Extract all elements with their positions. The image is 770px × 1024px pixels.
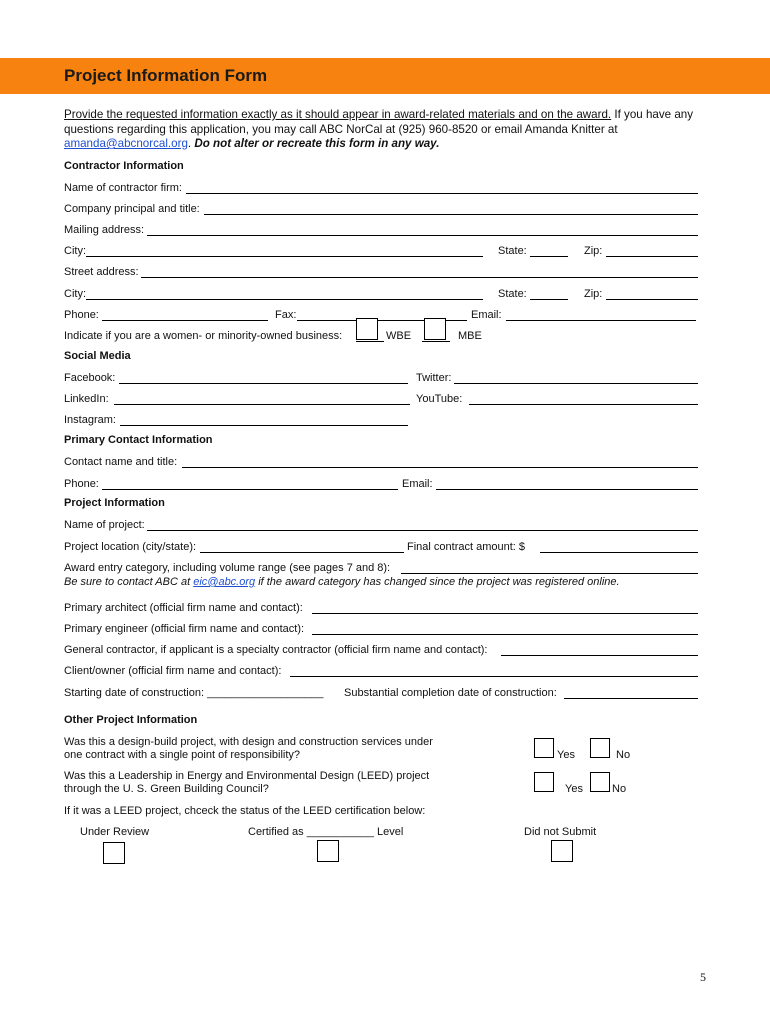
award-category-field[interactable]	[401, 573, 698, 574]
project-location-field[interactable]	[200, 552, 404, 553]
city-row-1	[64, 244, 698, 258]
phone-field[interactable]	[102, 320, 268, 321]
linkedin-field[interactable]	[114, 404, 410, 405]
street-field[interactable]	[141, 277, 698, 278]
phone-label: Phone:	[64, 309, 99, 321]
wbe-label: WBE	[386, 330, 412, 342]
mailing-row	[64, 223, 698, 237]
q1-line1: Was this a design-build project, with design and construction services under	[64, 736, 433, 748]
twitter-field[interactable]	[454, 383, 698, 384]
dates-row	[64, 686, 698, 700]
state-field[interactable]	[530, 256, 568, 257]
youtube-label: YouTube:	[416, 393, 463, 405]
architect-label: Primary architect (official firm name and contact):	[64, 602, 303, 614]
contact-name-row	[64, 455, 698, 469]
contractor-heading: Contractor Information	[64, 160, 184, 172]
contact-heading: Primary Contact Information	[64, 434, 213, 446]
principal-label: Company principal and title:	[64, 203, 200, 215]
email-label: Email:	[471, 309, 502, 321]
award-category-label: Award entry category, including volume range (see pages 7 and 8):	[64, 562, 391, 574]
completion-date-field[interactable]	[564, 698, 698, 699]
client-field[interactable]	[290, 676, 698, 677]
youtube-field[interactable]	[469, 404, 698, 405]
certified-checkbox[interactable]	[317, 840, 339, 862]
wbe-checkbox[interactable]	[356, 318, 378, 340]
instagram-row	[64, 413, 698, 427]
zip-label: Zip:	[584, 245, 603, 257]
intro-underlined: Provide the requested information exactly as it should appear in award-related materials and on the award.	[64, 108, 612, 121]
eic-email-link[interactable]: eic@abc.org	[193, 576, 256, 588]
mbe-label: MBE	[458, 330, 482, 342]
q1-line2: one contract with a single point of responsibility?	[64, 749, 301, 761]
final-amount-field[interactable]	[540, 552, 698, 553]
engineer-label: Primary engineer (official firm name and contact):	[64, 623, 305, 635]
firm-name-label: Name of contractor firm:	[64, 182, 182, 194]
design-build-no-checkbox[interactable]	[590, 738, 610, 758]
intro-warning: Do not alter or recreate this form in any way.	[194, 137, 440, 150]
page-number: 5	[700, 970, 706, 984]
project-name-label: Name of project:	[64, 519, 145, 531]
did-not-submit-label: Did not Submit	[524, 826, 597, 838]
principal-field[interactable]	[204, 214, 698, 215]
general-contractor-row	[64, 643, 698, 657]
intro-text: If you have any questions regarding this application, you may call ABC NorCal at (925) 960-8520 or email Amanda Knitter at	[64, 108, 694, 136]
completion-date-label: Substantial completion date of construction:	[344, 687, 557, 699]
other-heading: Other Project Information	[64, 714, 198, 726]
facebook-twitter-row	[64, 371, 698, 385]
client-label: Client/owner (official firm name and contact):	[64, 665, 282, 677]
general-contractor-field[interactable]	[501, 655, 698, 656]
category-note-text: Be sure to contact ABC at	[64, 576, 194, 588]
design-build-yes-label: Yes	[557, 749, 575, 761]
project-location-row	[64, 540, 698, 554]
architect-field[interactable]	[312, 613, 698, 614]
engineer-field[interactable]	[312, 634, 698, 635]
form-title: Project Information Form	[64, 66, 268, 85]
final-amount-label: Final contract amount: $	[407, 541, 526, 553]
mbe-underline	[422, 341, 450, 342]
mbe-checkbox[interactable]	[424, 318, 446, 340]
leed-no-label: No	[612, 783, 627, 795]
facebook-label: Facebook:	[64, 372, 116, 384]
city-field[interactable]	[86, 299, 483, 300]
contact-name-label: Contact name and title:	[64, 456, 178, 468]
under-review-label: Under Review	[80, 826, 150, 838]
contact-phone-field[interactable]	[102, 489, 398, 490]
leed-status-prompt: If it was a LEED project, chceck the status of the LEED certification below:	[64, 805, 426, 817]
instagram-field[interactable]	[120, 425, 408, 426]
contact-phone-label: Phone:	[64, 478, 99, 490]
twitter-label: Twitter:	[416, 372, 452, 384]
zip-field[interactable]	[606, 256, 698, 257]
city-field[interactable]	[86, 256, 483, 257]
state-label: State:	[498, 288, 527, 300]
contact-name-field[interactable]	[182, 467, 698, 468]
intro-paragraph	[64, 108, 714, 152]
contact-email-label: Email:	[402, 478, 433, 490]
design-build-yes-checkbox[interactable]	[534, 738, 554, 758]
design-build-no-label: No	[616, 749, 631, 761]
contact-email-field[interactable]	[436, 489, 698, 490]
city-row-2	[64, 287, 698, 301]
firm-name-field[interactable]	[186, 193, 698, 194]
category-note	[64, 575, 620, 589]
city-label: City:	[64, 245, 86, 257]
zip-label: Zip:	[584, 288, 603, 300]
q2-line1: Was this a Leadership in Energy and Environmental Design (LEED) project	[64, 770, 430, 782]
mailing-label: Mailing address:	[64, 224, 145, 236]
contact-phone-email-row	[64, 477, 698, 491]
architect-row	[64, 601, 698, 615]
project-heading: Project Information	[64, 497, 165, 509]
state-label: State:	[498, 245, 527, 257]
wbe-underline	[356, 341, 384, 342]
leed-yes-checkbox[interactable]	[534, 772, 554, 792]
category-note-text-end: if the award category has changed since the project was registered online.	[255, 576, 620, 588]
certified-label: Certified as ___________ Level	[248, 826, 404, 838]
wmbe-row	[64, 329, 698, 343]
street-label: Street address:	[64, 266, 139, 278]
social-heading: Social Media	[64, 350, 131, 362]
leed-no-checkbox[interactable]	[590, 772, 610, 792]
instagram-label: Instagram:	[64, 414, 116, 426]
project-name-field[interactable]	[147, 530, 698, 531]
intro-after-email: .	[187, 137, 195, 150]
facebook-field[interactable]	[119, 383, 408, 384]
under-review-checkbox[interactable]	[103, 842, 125, 864]
client-row	[64, 664, 698, 678]
leed-yes-label: Yes	[565, 783, 583, 795]
zip-field[interactable]	[606, 299, 698, 300]
general-contractor-label: General contractor, if applicant is a specialty contractor (official firm name and contact):	[64, 644, 488, 656]
award-category-row	[64, 561, 698, 575]
fax-label: Fax:	[275, 309, 297, 321]
linkedin-youtube-row	[64, 392, 698, 406]
project-name-row	[64, 518, 698, 532]
firm-name-row	[64, 181, 698, 195]
intro-email-link[interactable]: amanda@abcnorcal.org	[64, 137, 188, 150]
header-banner	[0, 58, 770, 94]
email-field[interactable]	[506, 320, 696, 321]
q2-line2: through the U. S. Green Building Council?	[64, 783, 269, 795]
engineer-row	[64, 622, 698, 636]
street-row	[64, 265, 698, 279]
principal-row	[64, 202, 698, 216]
phone-fax-email-row	[64, 308, 698, 322]
state-field[interactable]	[530, 299, 568, 300]
linkedin-label: LinkedIn:	[64, 393, 109, 405]
city-label: City:	[64, 288, 86, 300]
start-date-label[interactable]: Starting date of construction: ___________________	[64, 687, 324, 699]
project-location-label: Project location (city/state):	[64, 541, 197, 553]
wmbe-label: Indicate if you are a women- or minority-owned business:	[64, 330, 343, 342]
mailing-field[interactable]	[147, 235, 698, 236]
did-not-submit-checkbox[interactable]	[551, 840, 573, 862]
